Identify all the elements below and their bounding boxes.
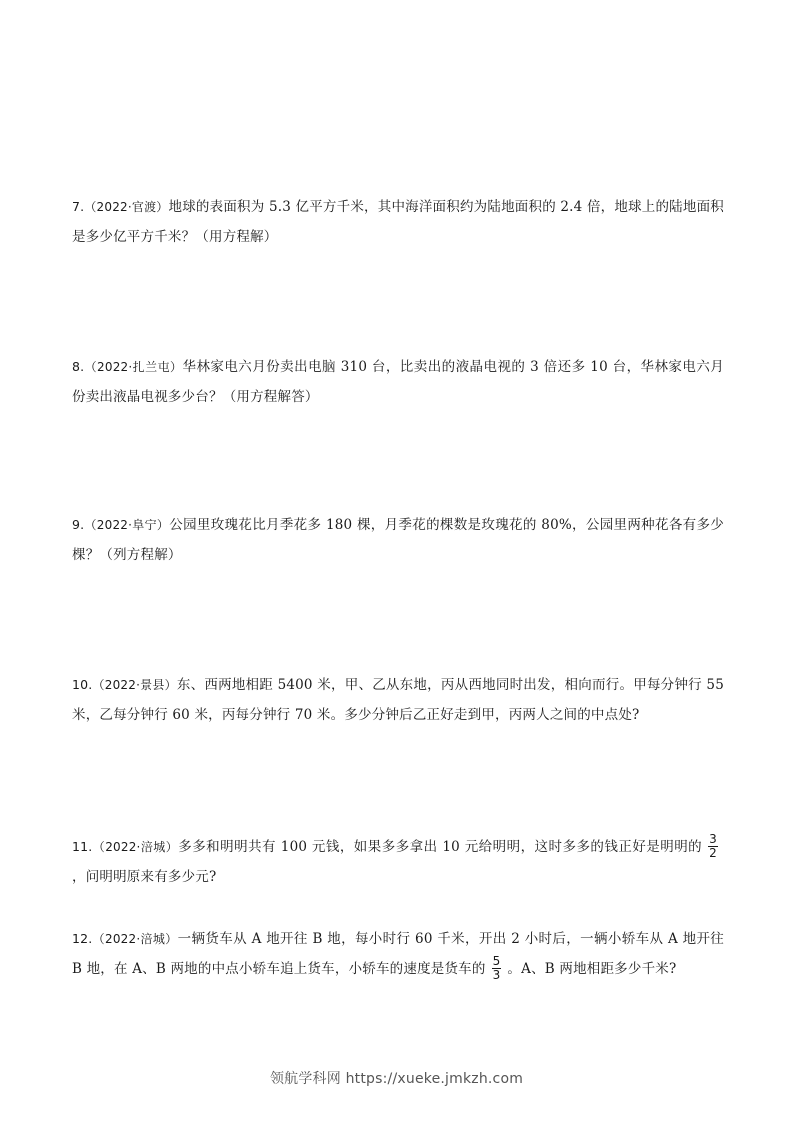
question-source: （2022·官渡） xyxy=(84,200,169,214)
question-9 xyxy=(72,510,724,570)
fraction-denominator: 2 xyxy=(709,846,717,860)
fraction-numerator: 5 xyxy=(492,954,501,968)
question-number: 12. xyxy=(72,931,93,946)
footer-site-name: 领航学科网 xyxy=(269,1071,341,1087)
question-source: （2022·阜宁） xyxy=(84,518,170,532)
question-source: （2022·景县） xyxy=(92,678,177,692)
question-number: 11. xyxy=(72,839,93,854)
fraction xyxy=(708,833,718,860)
question-10 xyxy=(72,670,724,730)
question-text: 东、西两地相距 5400 米，甲、乙从东地，丙从西地同时出发，相向而行。甲每分钟行 55 米，乙每分钟行 60 米，丙每分钟行 70 米。多少分钟后乙正好走到甲，丙两人之间的中点处? xyxy=(72,677,724,723)
page-footer xyxy=(0,1068,793,1088)
question-source: （2022·扎兰屯） xyxy=(84,360,183,374)
question-source: （2022·涪城） xyxy=(92,840,179,854)
question-number: 7. xyxy=(72,199,85,214)
question-number: 8. xyxy=(72,359,85,374)
question-source: （2022·涪城） xyxy=(92,932,178,946)
fraction-numerator: 3 xyxy=(709,832,717,846)
fraction xyxy=(492,955,502,982)
question-8 xyxy=(72,352,724,412)
question-12 xyxy=(72,924,724,984)
question-text-before: 多多和明明共有 100 元钱，如果多多拿出 10 元给明明，这时多多的钱正好是明明的 xyxy=(178,839,703,855)
question-text-before: 一辆货车从 A 地开往 B 地，每小时行 60 千米，开出 2 小时后，一辆小轿车从 A 地开往 B 地，在 A、B 两地的中点小轿车追上货车，小轿车的速度是货车的 xyxy=(72,931,725,977)
question-text: 公园里玫瑰花比月季花多 180 棵，月季花的棵数是玫瑰花的 80%，公园里两种花各有多少棵？（列方程解） xyxy=(72,517,724,563)
question-number: 10. xyxy=(72,677,93,692)
footer-url[interactable]: https://xueke.jmkzh.com xyxy=(345,1071,524,1087)
question-text: 华林家电六月份卖出电脑 310 台，比卖出的液晶电视的 3 倍还多 10 台，华林家电六月份卖出液晶电视多少台？（用方程解答） xyxy=(72,359,725,405)
question-text: 地球的表面积为 5.3 亿平方千米，其中海洋面积约为陆地面积的 2.4 倍，地球上的陆地面积是多少亿平方千米？（用方程解） xyxy=(72,199,724,245)
fraction-denominator: 3 xyxy=(492,968,501,982)
question-text-after: ，问明明原来有多少元? xyxy=(72,869,217,885)
question-text-after: 。A、B 两地相距多少千米? xyxy=(507,961,677,977)
question-11 xyxy=(72,832,724,892)
question-number: 9. xyxy=(72,517,85,532)
question-7 xyxy=(72,192,724,252)
